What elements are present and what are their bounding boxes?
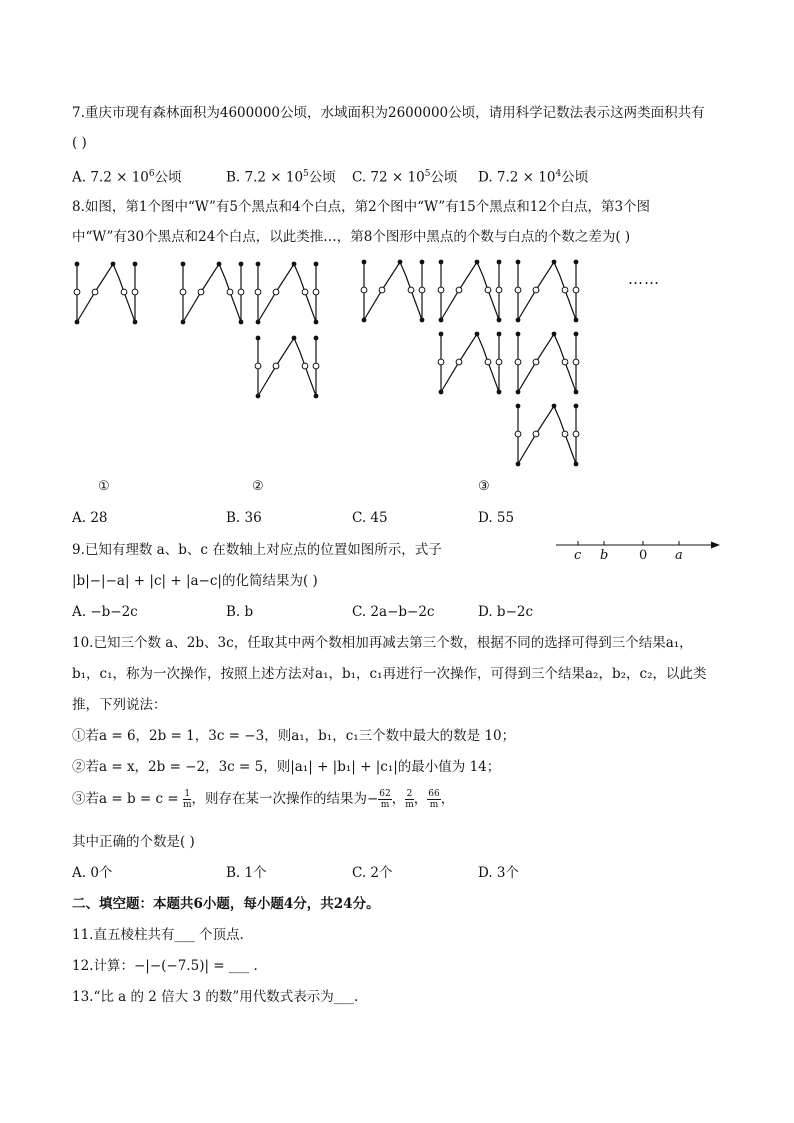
q7-stem-line2: ( ) [72, 135, 87, 151]
q8-option-b[interactable]: B. 36 [226, 510, 262, 526]
fraction-1-over-m: $\frac{1}{m}$ [182, 789, 192, 810]
q7-option-c[interactable]: C. $72 \times 10^5$公顷 [352, 169, 458, 186]
q10-stem-line2: b₁，c₁，称为一次操作，按照上述方法对a₁，b₁，c₁再进行一次操作，可得到三个结果a₂，b₂，c₂，以此类 [72, 666, 707, 682]
section-heading-fill-in: 二、填空题：本题共6小题，每小题4分，共24分。 [72, 896, 380, 912]
q9-stem-line1: 9.已知有理数 a、b、c 在数轴上对应点的位置如图所示，式子 [72, 542, 442, 558]
q11-stem: 11.直五棱柱共有___ 个顶点. [72, 927, 244, 943]
axis-label-zero: 0 [639, 548, 648, 563]
w-figure-3-c [515, 260, 579, 323]
q9-stem-line2: |b|−|−a| + |c| + |a−c|的化简结果为( ) [72, 573, 318, 589]
q7-stem-line1: 7.重庆市现有森林面积为4600000公顷，水域面积为2600000公顷，请用科学记数法表示这两类面积共有 [72, 105, 705, 121]
figure-label-3: ③ [478, 479, 490, 494]
w-figure-3-f [515, 404, 579, 467]
fraction-66-over-m: $\frac{66}{m}$ [428, 789, 440, 810]
q7-option-d[interactable]: D. $7.2 \times 10^4$公顷 [478, 169, 589, 186]
q9-option-a[interactable]: A. −b−2c [72, 604, 138, 620]
w-figure-2-b [255, 262, 319, 325]
figure-label-1: ① [98, 479, 110, 494]
q7-option-a[interactable]: A. $7.2 \times 10^6$公顷 [72, 169, 182, 186]
q10-conclusion: 其中正确的个数是( ) [72, 834, 195, 850]
axis-label-c: c [574, 548, 582, 563]
q10-stem-line1: 10.已知三个数 a、2b、3c，任取其中两个数相加再减去第三个数，根据不同的选择可得到三个结果a₁， [72, 635, 693, 651]
q10-stem-line3: 推，下列说法： [72, 697, 167, 713]
q10-option-d[interactable]: D. 3个 [478, 865, 520, 881]
q12-stem: 12.计算：−|−(−7.5)| = ___ . [72, 958, 258, 974]
w-figure-2-c [255, 336, 319, 399]
w-figure-3-a [361, 260, 425, 323]
fraction-62-over-m: $\frac{62}{m}$ [379, 789, 391, 810]
q10-statement-2: ②若a = x，2b = −2，3c = 5，则|a₁| + |b₁| + |c₁|的最小值为 14； [72, 759, 501, 775]
w-figure-1 [74, 262, 138, 325]
q9-option-c[interactable]: C. 2a−b−2c [352, 604, 435, 620]
q10-option-c[interactable]: C. 2个 [352, 865, 393, 881]
q8-stem-line2: 中“W”有30个黑点和24个白点，以此类推…，第8个图形中黑点的个数与白点的个数之差为( ) [72, 229, 631, 245]
w-figure-3-d [438, 332, 502, 395]
axis-label-b: b [600, 548, 609, 563]
q9-option-d[interactable]: D. b−2c [478, 604, 534, 620]
q7-option-b[interactable]: B. $7.2 \times 10^5$公顷 [226, 169, 336, 186]
q10-statement-3: ③若a = b = c = $\frac{1}{m}$ ，则存在某一次操作的结果为− $\frac{62}{m}$ ， $\frac{2}{m}$ ， $\frac{66}{m}$ ， [72, 789, 455, 810]
q10-statement-1: ①若a = 6，2b = 1，3c = −3，则a₁，b₁，c₁三个数中最大的数是 10； [72, 728, 516, 744]
figure-label-2: ② [252, 479, 264, 494]
q13-stem: 13.“比 a 的 2 倍大 3 的数”用代数式表示为___. [72, 989, 359, 1005]
pattern-ellipsis: …… [628, 270, 660, 288]
q8-stem-line1: 8.如图，第1个图中“W”有5个黑点和4个白点，第2个图中“W”有15个黑点和12个白点，第3个图 [72, 199, 651, 215]
q10-option-a[interactable]: A. 0个 [72, 865, 113, 881]
q8-option-a[interactable]: A. 28 [72, 510, 108, 526]
q8-option-c[interactable]: C. 45 [352, 510, 388, 526]
q8-option-d[interactable]: D. 55 [478, 510, 515, 526]
fraction-2-over-m: $\frac{2}{m}$ [405, 789, 414, 810]
axis-label-a: a [675, 548, 683, 563]
w-figure-3-b [438, 260, 502, 323]
w-figure-2-a [180, 262, 244, 325]
w-figure-3-e [515, 332, 579, 395]
q10-option-b[interactable]: B. 1个 [226, 865, 267, 881]
q9-option-b[interactable]: B. b [226, 604, 254, 620]
